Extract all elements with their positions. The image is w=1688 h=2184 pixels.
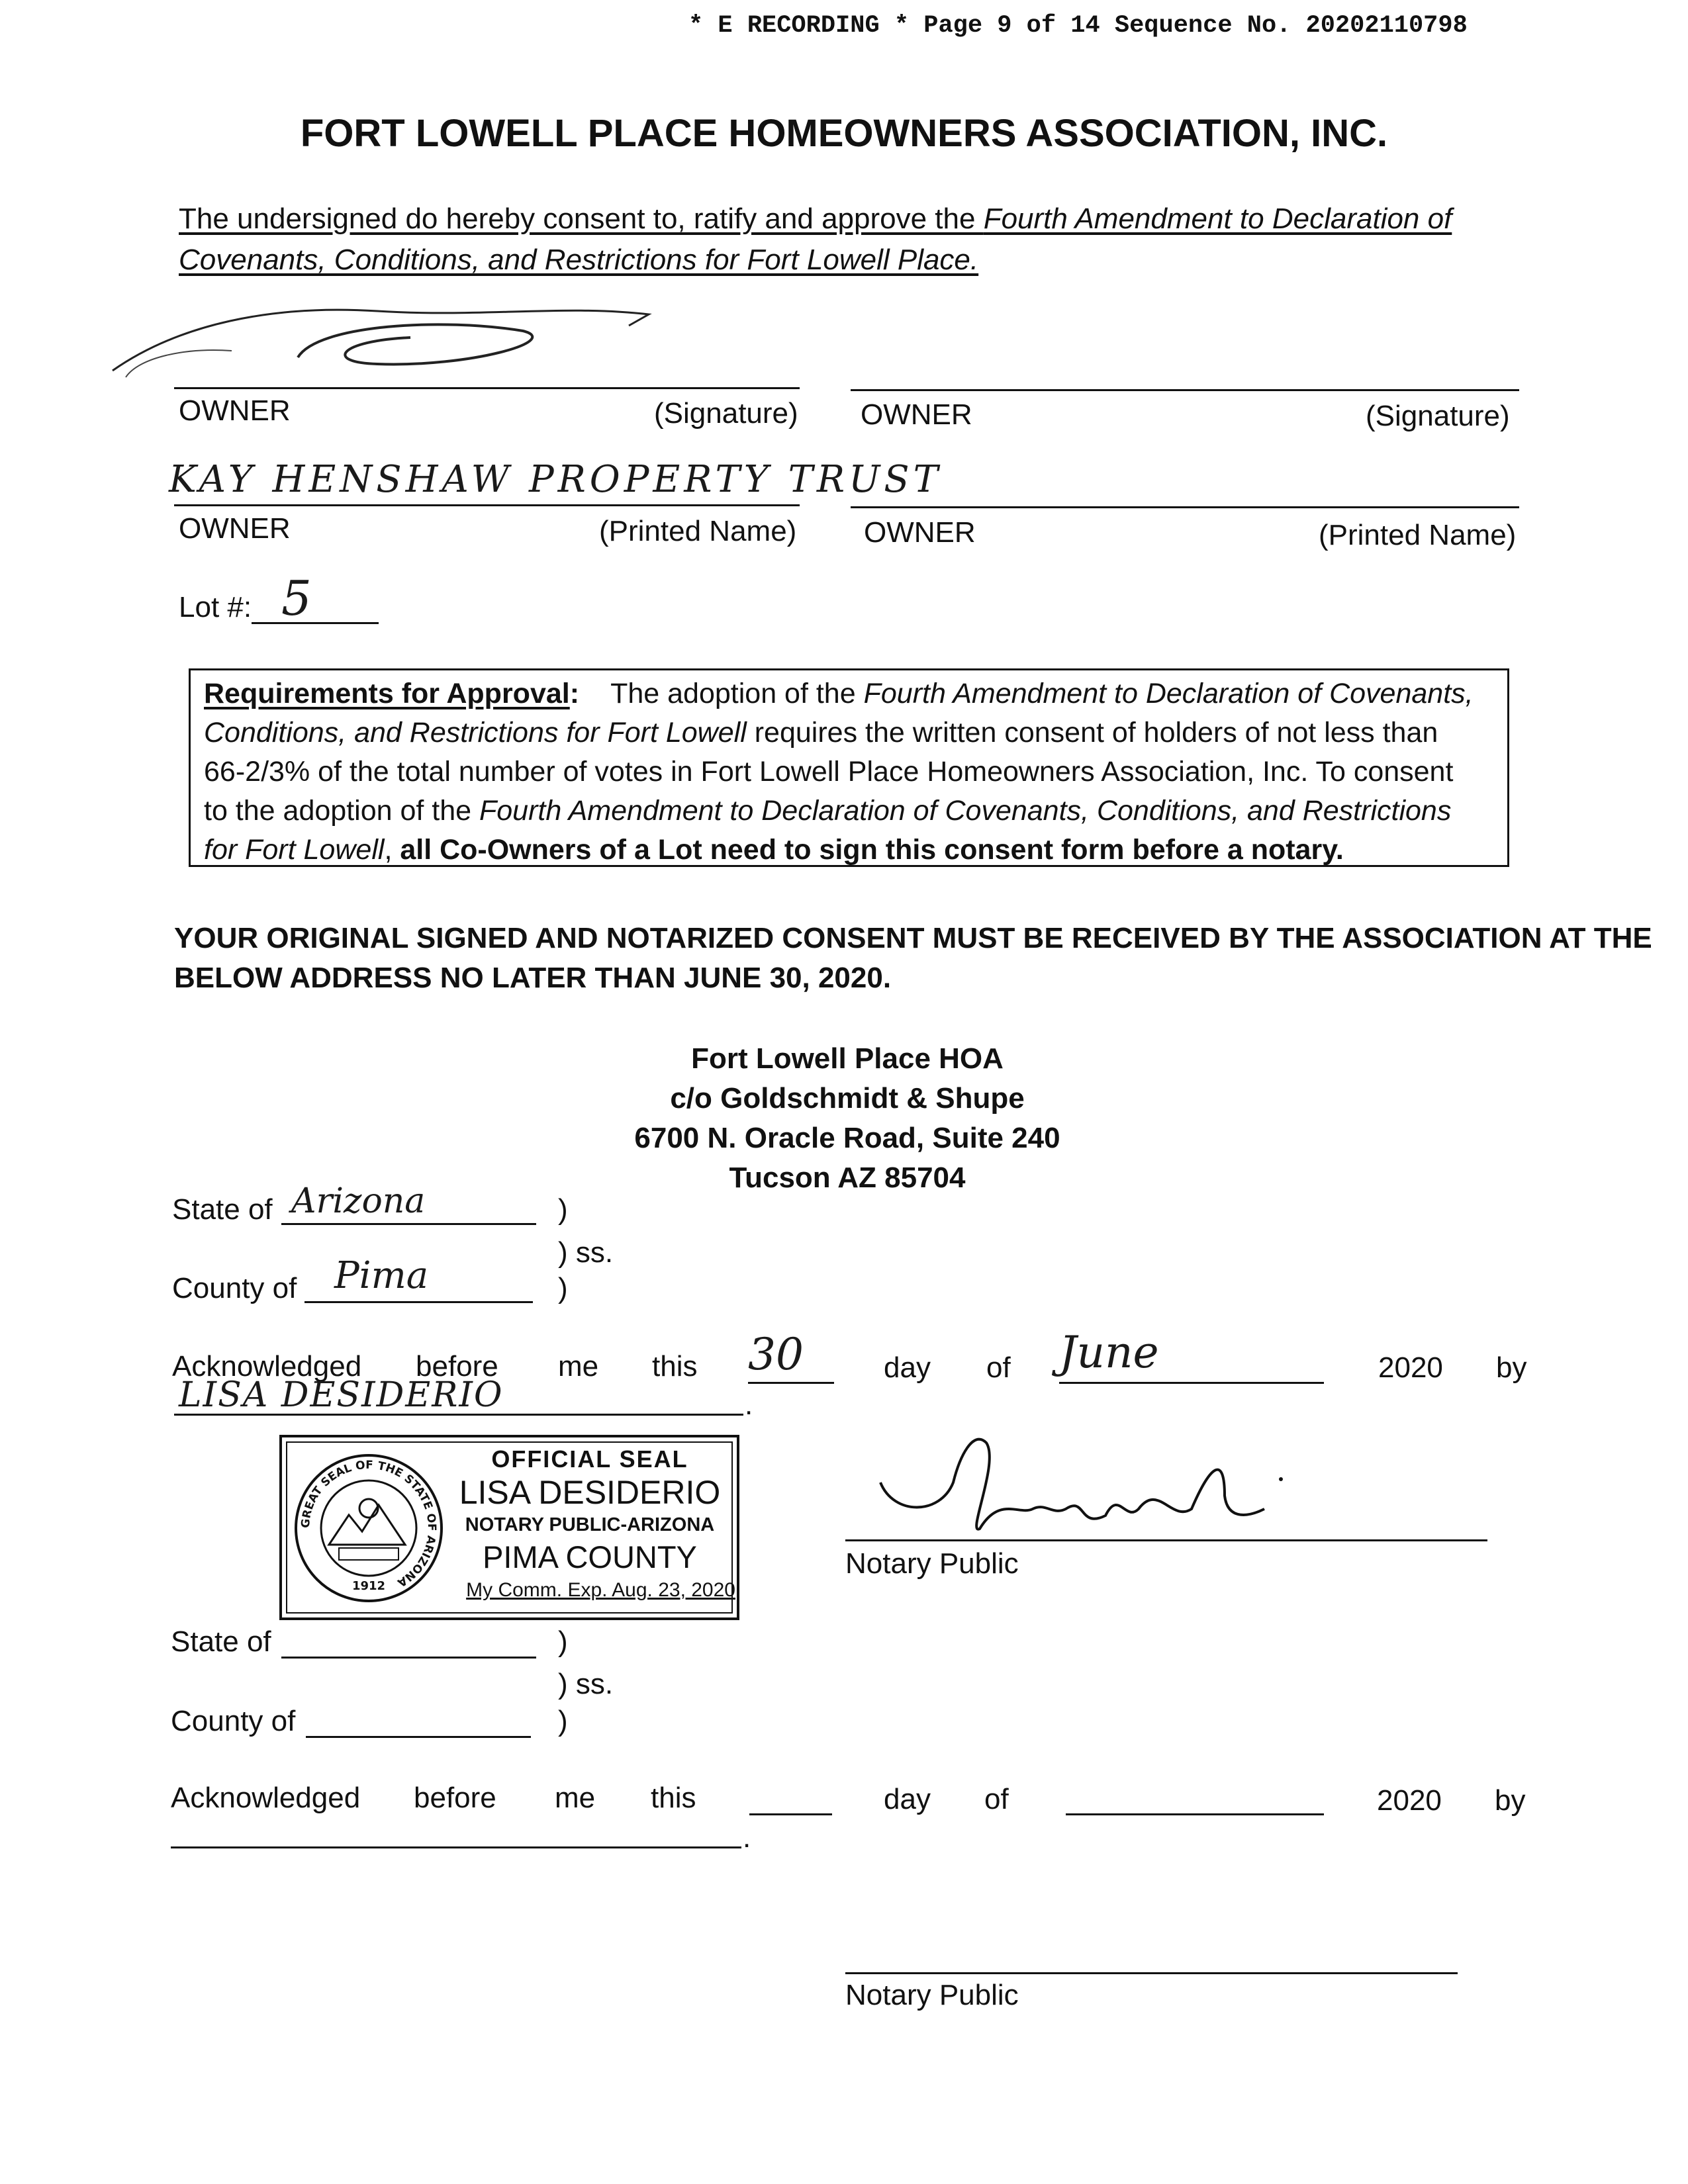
req-l4-italic: Fourth Amendment to Declaration of Covenants, Conditions, and Restrictions (479, 795, 1452, 827)
county-value: Pima (334, 1254, 429, 1297)
req-l5-bold: all Co-Owners of a Lot need to sign this consent form before a notary. (400, 834, 1344, 866)
by-label-2: by (1495, 1784, 1526, 1817)
ack-word-acknowledged-2: Acknowledged (171, 1782, 361, 1814)
day-line-2 (749, 1813, 832, 1815)
deadline-line1: YOUR ORIGINAL SIGNED AND NOTARIZED CONSENT MUST BE RECEIVED BY THE ASSOCIATION AT THE (174, 922, 1652, 954)
ack-word-this-2: this (651, 1782, 696, 1814)
county-line-2 (306, 1736, 531, 1738)
arizona-seal-emblem (293, 1452, 445, 1604)
county-paren-2: ) (558, 1705, 568, 1737)
by-line (174, 1414, 743, 1416)
requirements-colon: : (569, 678, 580, 709)
owner-label: OWNER (179, 512, 291, 545)
consent-line1-italic: Fourth Amendment to Declaration of (983, 203, 1452, 235)
hoa-address (583, 1039, 1112, 1198)
seal-name: LISA DESIDERIO (459, 1474, 721, 1511)
recording-header: * E RECORDING * Page 9 of 14 Sequence No. 20202110798 (688, 12, 1468, 40)
by-line-2 (171, 1846, 741, 1848)
of-label-2: of (984, 1783, 1009, 1815)
printed-name-label: (Printed Name) (1319, 519, 1517, 551)
deadline-line2: BELOW ADDRESS NO LATER THAN JUNE 30, 2020. (174, 962, 892, 994)
month-line (1059, 1382, 1324, 1384)
notary-signature-line (845, 1539, 1487, 1541)
req-l2-italic: Conditions, and Restrictions for Fort Lowell (204, 717, 747, 749)
notary-signature-line-2 (845, 1972, 1458, 1974)
state-paren: ) (558, 1193, 568, 1226)
consent-line1-plain: The undersigned do hereby consent to, ratify and approve the (179, 203, 984, 235)
notary-signature (867, 1416, 1331, 1549)
day-label-2: day (884, 1783, 931, 1815)
day-value: 30 (748, 1329, 804, 1380)
signature-label: (Signature) (654, 397, 798, 430)
printed-name-handwritten: KAY HENSHAW PROPERTY TRUST (169, 458, 942, 501)
address-street: 6700 N. Oracle Road, Suite 240 (634, 1122, 1060, 1154)
address-name: Fort Lowell Place HOA (691, 1042, 1004, 1075)
seal-title: OFFICIAL SEAL (491, 1445, 688, 1473)
owner-label: OWNER (179, 394, 291, 427)
requirements-heading: Requirements for Approval (204, 678, 570, 709)
consent-line2-italic: Covenants, Conditions, and Restrictions for Fort Lowell Place. (179, 244, 979, 276)
day-line (748, 1382, 834, 1384)
req-l1-plain: The adoption of the (610, 678, 864, 709)
by-period-2: . (743, 1821, 751, 1854)
notary-public-label-2: Notary Public (845, 1979, 1019, 2011)
owner-signature (99, 285, 682, 390)
ss-label-2: ) ss. (558, 1668, 614, 1700)
owner-printed-line-right (851, 506, 1519, 508)
svg-text:GREAT SEAL OF THE STATE OF ARI: GREAT SEAL OF THE STATE OF ARIZONA (299, 1458, 439, 1590)
notary-public-label: Notary Public (845, 1547, 1019, 1580)
address-city: Tucson AZ 85704 (729, 1161, 966, 1194)
year-label: 2020 (1378, 1351, 1443, 1384)
req-l2-plain: requires the written consent of holders of not less than (746, 717, 1438, 749)
lot-value: 5 (281, 570, 312, 626)
owner-signature-line-right (851, 389, 1519, 391)
ack-word-acknowledged: Acknowledged (172, 1350, 362, 1383)
by-label: by (1496, 1351, 1527, 1384)
printed-name-label: (Printed Name) (599, 515, 797, 547)
year-label-2: 2020 (1377, 1784, 1442, 1817)
ack-word-this: this (652, 1350, 698, 1383)
month-value: June (1059, 1327, 1159, 1378)
req-l5-plain: , (384, 834, 400, 866)
state-line-2 (281, 1657, 536, 1659)
state-line (281, 1223, 536, 1225)
day-label: day (884, 1351, 931, 1384)
ack-word-me-2: me (555, 1782, 596, 1814)
state-label-2: State of (171, 1625, 271, 1658)
owner-signature-line-left (174, 387, 800, 389)
by-period: . (745, 1388, 753, 1421)
owner-printed-line-left (174, 504, 800, 506)
official-seal (279, 1435, 739, 1620)
req-l1-italic: Fourth Amendment to Declaration of Covenants, (863, 678, 1474, 709)
req-l3: 66-2/3% of the total number of votes in Fort Lowell Place Homeowners Association, Inc. To consent (204, 756, 1454, 788)
seal-expires: My Comm. Exp. Aug. 23, 2020 (466, 1579, 735, 1601)
county-paren: ) (558, 1272, 568, 1304)
state-value: Arizona (291, 1181, 426, 1221)
county-label-2: County of (171, 1705, 296, 1737)
consent-statement (179, 199, 1536, 281)
seal-subtitle: NOTARY PUBLIC-ARIZONA (465, 1514, 715, 1535)
seal-year: 1912 (352, 1579, 386, 1593)
owner-label: OWNER (864, 516, 976, 549)
ack-word-before: before (416, 1350, 498, 1383)
deadline-notice (174, 919, 1652, 998)
lot-label: Lot #: (179, 591, 252, 623)
lot-line (252, 622, 379, 624)
state-paren-2: ) (558, 1625, 568, 1658)
of-label: of (986, 1351, 1011, 1384)
ack-word-me: me (558, 1350, 599, 1383)
by-value: LISA DESIDERIO (179, 1375, 504, 1415)
requirements-box (189, 668, 1509, 867)
ss-label: ) ss. (558, 1236, 614, 1269)
state-label: State of (172, 1193, 273, 1226)
address-co: c/o Goldschmidt & Shupe (670, 1082, 1025, 1115)
page-title: FORT LOWELL PLACE HOMEOWNERS ASSOCIATION, INC. (300, 112, 1388, 155)
owner-label: OWNER (861, 398, 972, 431)
county-label: County of (172, 1272, 297, 1304)
county-line (305, 1301, 533, 1303)
month-line-2 (1066, 1813, 1324, 1815)
req-l4-plain: to the adoption of the (204, 795, 479, 827)
seal-county: PIMA COUNTY (483, 1539, 697, 1574)
req-l5-italic: for Fort Lowell (204, 834, 385, 866)
ack-word-before-2: before (414, 1782, 496, 1814)
signature-label: (Signature) (1366, 400, 1510, 432)
